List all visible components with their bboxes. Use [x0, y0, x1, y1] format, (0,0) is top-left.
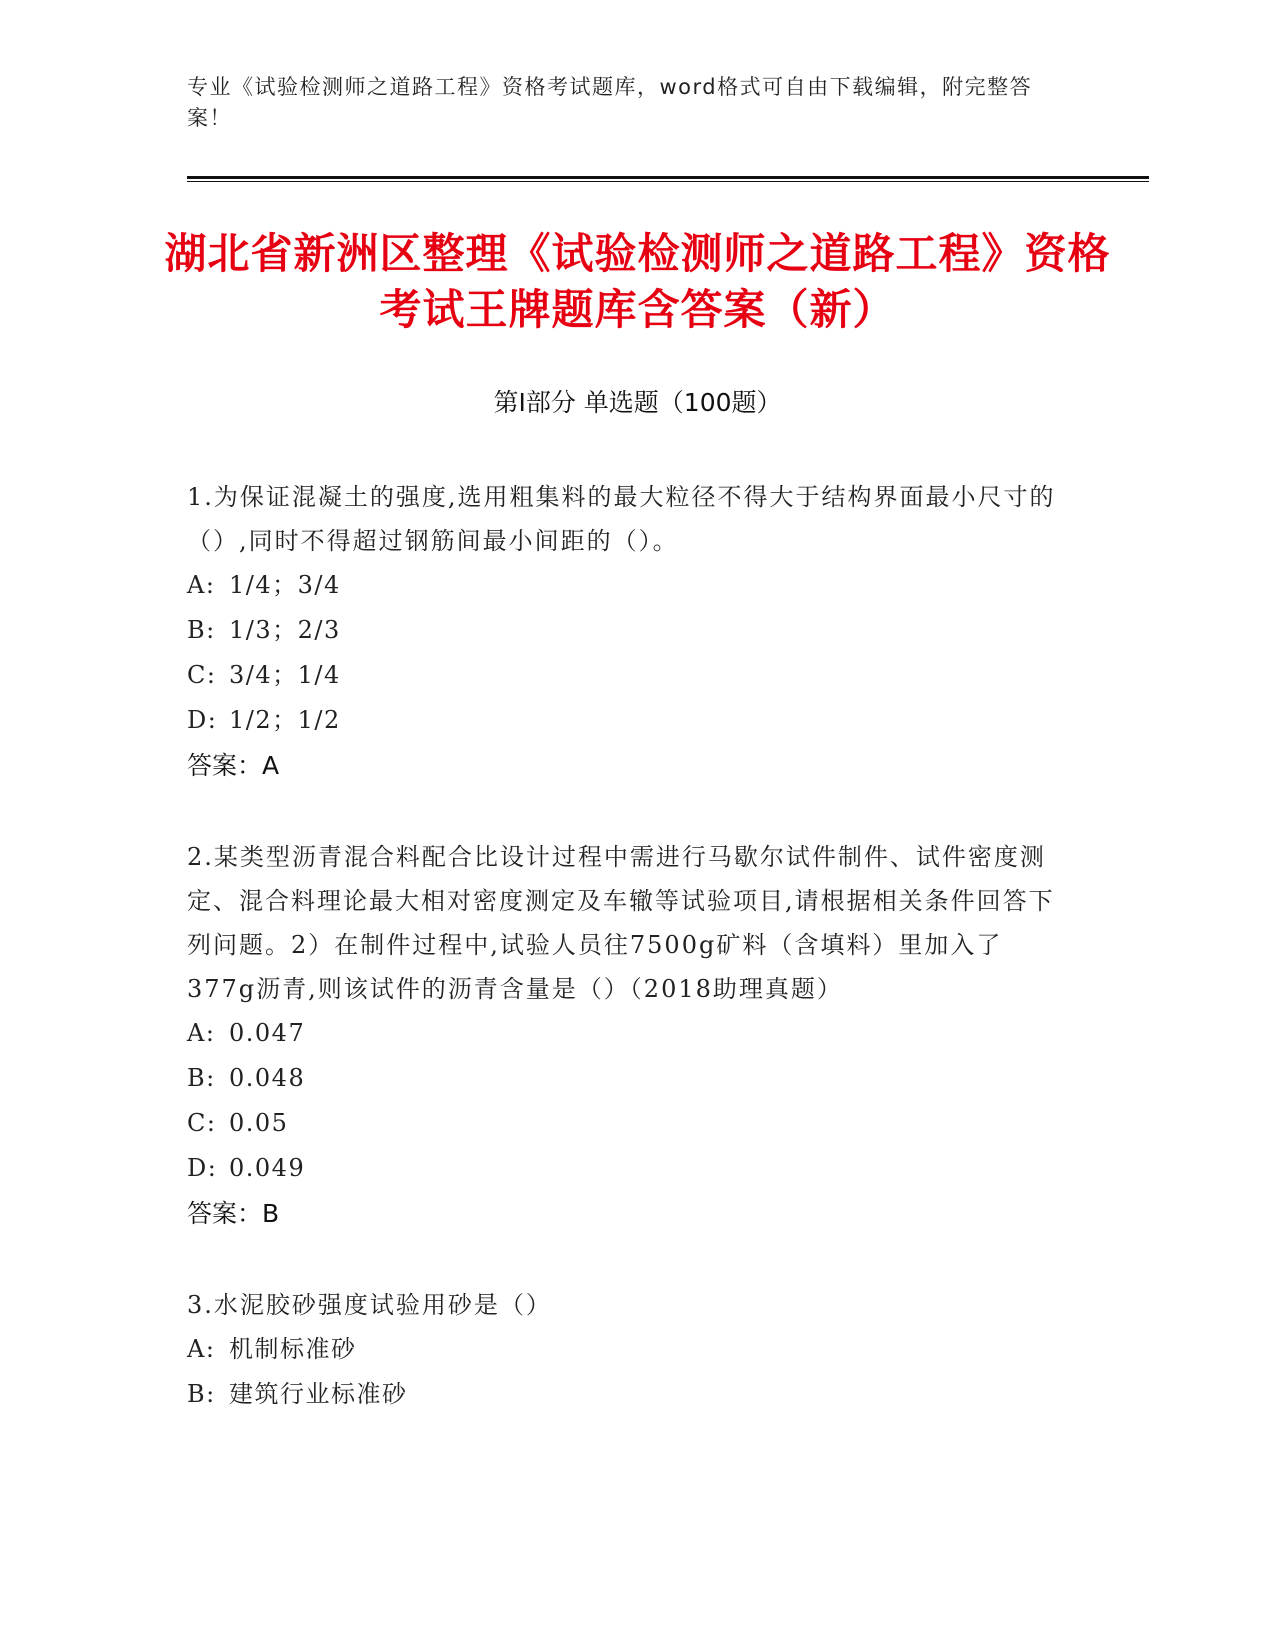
option-key: A:	[187, 1335, 216, 1363]
option-key: D:	[187, 1154, 218, 1182]
option-key: A:	[187, 571, 216, 599]
option-text: 1/4；3/4	[229, 571, 341, 599]
question-item	[187, 1283, 1067, 1417]
option-key: D:	[187, 706, 218, 734]
document-title: 湖北省新洲区整理《试验检测师之道路工程》资格考试王牌题库含答案（新）	[164, 229, 1111, 334]
option-key: C:	[187, 661, 217, 689]
question-list	[187, 475, 1067, 1463]
header-rule-thick	[187, 176, 1149, 179]
option-key: B:	[187, 1380, 216, 1408]
option-text: 0.047	[229, 1019, 306, 1047]
option-key: A:	[187, 1019, 216, 1047]
option-text: 0.05	[229, 1109, 289, 1137]
option-text: 0.049	[229, 1154, 306, 1182]
option-b	[187, 1056, 1067, 1101]
answer-label: 答案：	[187, 1199, 263, 1228]
option-d	[187, 1146, 1067, 1191]
option-key: B:	[187, 1064, 216, 1092]
option-c	[187, 1101, 1067, 1146]
header-rule-thin	[187, 181, 1149, 182]
option-a	[187, 1011, 1067, 1056]
option-text: 建筑行业标准砂	[229, 1380, 408, 1408]
option-a	[187, 563, 1067, 608]
option-text: 3/4；1/4	[229, 661, 341, 689]
option-a	[187, 1327, 1067, 1372]
option-text: 机制标准砂	[229, 1335, 357, 1363]
question-item	[187, 835, 1067, 1237]
section-title: 第I部分 单选题（100题）	[493, 388, 782, 417]
question-stem: 2.某类型沥青混合料配合比设计过程中需进行马歇尔试件制件、试件密度测定、混合料理论最大相对密度测定及车辙等试验项目,请根据相关条件回答下列问题。2）在制件过程中,试验人员往7500g矿料（含填料）里加入了377g沥青,则该试件的沥青含量是（）（2018助理真题）	[187, 843, 1055, 1003]
option-key: B:	[187, 616, 216, 644]
option-text: 1/3；2/3	[229, 616, 341, 644]
question-stem: 3.水泥胶砂强度试验用砂是（）	[187, 1291, 552, 1319]
option-text: 1/2；1/2	[229, 706, 341, 734]
header-note: 专业《试验检测师之道路工程》资格考试题库，word格式可自由下载编辑，附完整答案！	[187, 75, 1033, 130]
answer-value: A	[262, 751, 280, 780]
question-item	[187, 475, 1067, 789]
option-text: 0.048	[229, 1064, 306, 1092]
option-d	[187, 698, 1067, 743]
answer-value: B	[262, 1199, 280, 1228]
option-b	[187, 1372, 1067, 1417]
option-c	[187, 653, 1067, 698]
answer-line	[187, 1191, 1067, 1237]
option-key: C:	[187, 1109, 217, 1137]
option-b	[187, 608, 1067, 653]
answer-label: 答案：	[187, 751, 263, 780]
question-stem: 1.为保证混凝土的强度,选用粗集料的最大粒径不得大于结构界面最小尺寸的（）,同时不得超过钢筋间最小间距的（）。	[187, 483, 1056, 555]
answer-line	[187, 743, 1067, 789]
